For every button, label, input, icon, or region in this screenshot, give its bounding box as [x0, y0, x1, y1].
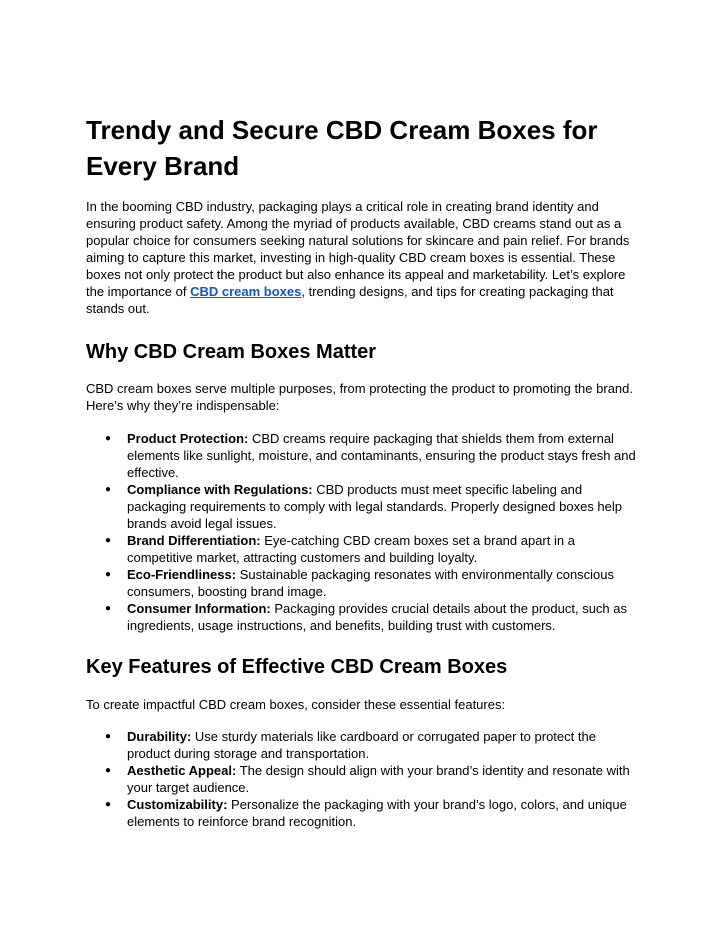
list-item-text: The design should align with your brand’s identity and resonate with your target audience. — [127, 763, 630, 795]
bullet-list-key-features — [86, 728, 642, 830]
bullet-icon: ● — [105, 731, 112, 742]
list-item-term: Brand Differentiation: — [127, 533, 261, 548]
list-item-text: Use sturdy materials like cardboard or corrugated paper to protect the product during storage and transportation. — [127, 729, 596, 761]
list-item-term: Compliance with Regulations: — [127, 482, 313, 497]
list-item — [86, 762, 642, 796]
list-item — [86, 728, 642, 762]
intro-text-before-link: In the booming CBD industry, packaging plays a critical role in creating brand identity and ensuring product safety. Among the myriad of products available, CBD creams stand out as a popular choice for consumers seeking natural solutions for skincare and pain relief. For brands aiming to capture this market, investing in high-quality CBD cream boxes is essential. These boxes not only protect the product but also enhance its appeal and marketability. Let’s explore the importance of — [86, 199, 630, 299]
section-paragraph-why-matter: CBD cream boxes serve multiple purposes, from protecting the product to promoting the brand. Here’s why they’re indispensable: — [86, 381, 633, 413]
cbd-cream-boxes-link[interactable]: CBD cream boxes — [190, 284, 302, 299]
bullet-icon: ● — [105, 433, 112, 444]
list-item-text: Personalize the packaging with your brand’s logo, colors, and unique elements to reinforce brand recognition. — [127, 797, 627, 829]
page-title: Trendy and Secure CBD Cream Boxes for Every Brand — [86, 115, 598, 181]
list-item-term: Aesthetic Appeal: — [127, 763, 237, 778]
list-item — [86, 430, 642, 481]
section-paragraph-key-features: To create impactful CBD cream boxes, consider these essential features: — [86, 697, 506, 712]
list-item-term: Eco-Friendliness: — [127, 567, 237, 582]
bullet-icon: ● — [105, 799, 112, 810]
intro-paragraph — [86, 198, 642, 317]
bullet-icon: ● — [105, 569, 112, 580]
section-heading-why-matter: Why CBD Cream Boxes Matter — [86, 341, 377, 363]
bullet-icon: ● — [105, 603, 112, 614]
section-heading-key-features: Key Features of Effective CBD Cream Boxes — [86, 656, 508, 678]
bullet-list-why-matter — [86, 430, 642, 634]
list-item-term: Consumer Information: — [127, 601, 271, 616]
bullet-icon: ● — [105, 765, 112, 776]
list-item-text: Sustainable packaging resonates with environmentally conscious consumers, boosting brand image. — [127, 567, 615, 599]
bullet-icon: ● — [105, 535, 112, 546]
list-item-term: Product Protection: — [127, 431, 249, 446]
list-item-text: Eye-catching CBD cream boxes set a brand apart in a competitive market, attracting customers and building loyalty. — [127, 533, 575, 565]
list-item — [86, 532, 642, 566]
list-item — [86, 566, 642, 600]
list-item-text: CBD creams require packaging that shields them from external elements like sunlight, moisture, and contaminants, ensuring the product stays fresh and effective. — [127, 431, 636, 480]
list-item — [86, 600, 642, 634]
intro-text-after-link: , trending designs, and tips for creating packaging that stands out. — [86, 284, 614, 316]
bullet-icon: ● — [105, 484, 112, 495]
list-item — [86, 481, 642, 532]
list-item-text: CBD products must meet specific labeling and packaging requirements to comply with legal standards. Properly designed boxes help brands avoid legal issues. — [127, 482, 623, 531]
list-item — [86, 796, 642, 830]
list-item-term: Durability: — [127, 729, 192, 744]
list-item-text: Packaging provides crucial details about the product, such as ingredients, usage instructions, and benefits, building trust with customers. — [127, 601, 627, 633]
list-item-term: Customizability: — [127, 797, 228, 812]
